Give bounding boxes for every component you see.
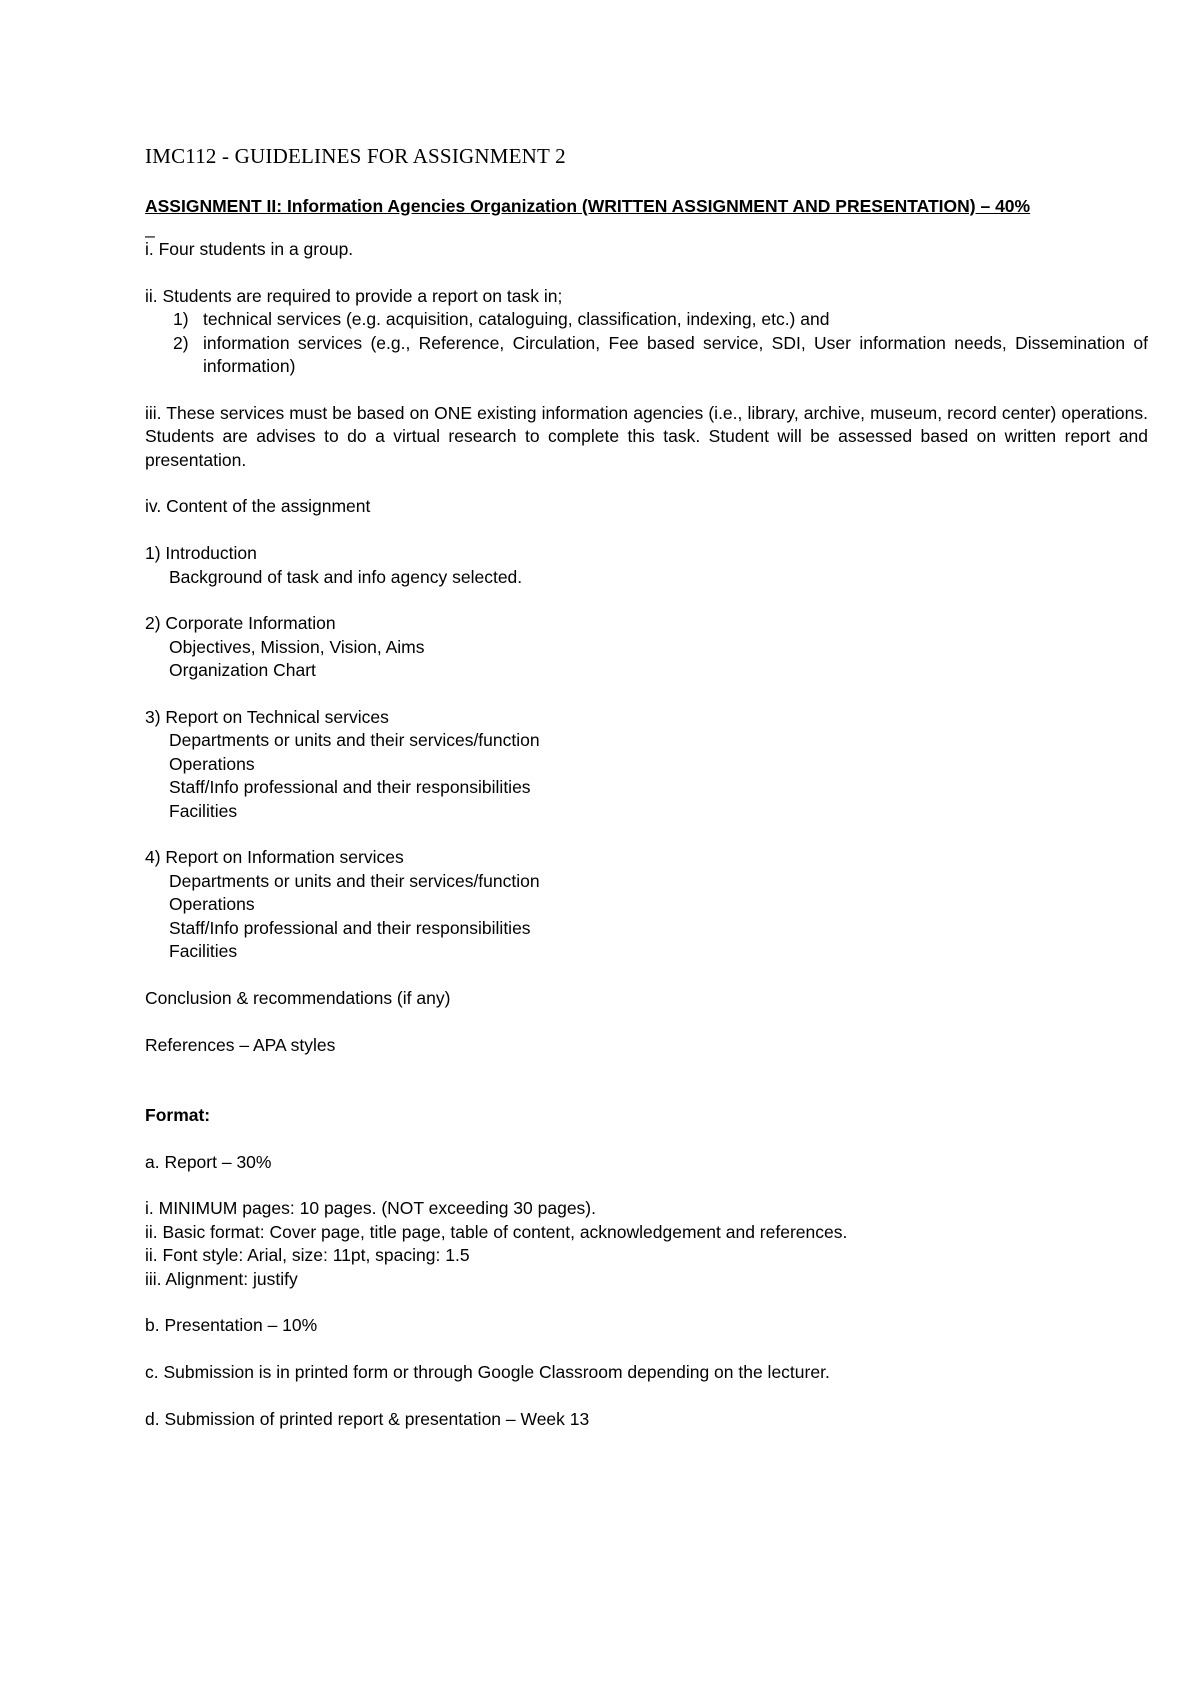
- task-item: [173, 332, 1148, 379]
- submission-c-line: c. Submission is in printed form or through Google Classroom depending on the lecturer.: [145, 1362, 830, 1383]
- section-item: Operations: [169, 753, 255, 774]
- presentation-line: b. Presentation – 10%: [145, 1315, 318, 1336]
- report-line: a. Report – 30%: [145, 1151, 272, 1172]
- point-iv: iv. Content of the assignment: [145, 496, 371, 517]
- section-title: 3) Report on Technical services: [145, 707, 389, 728]
- section-item: Facilities: [169, 941, 238, 962]
- task-item-text: information services (e.g., Reference, Circulation, Fee based service, SDI, User information needs, Dissemination of information): [203, 332, 1148, 377]
- section-item: Facilities: [169, 800, 238, 821]
- section-item: Operations: [169, 894, 255, 915]
- format-heading: Format:: [145, 1104, 211, 1125]
- references-line: References – APA styles: [145, 1034, 336, 1055]
- format-item: i. MINIMUM pages: 10 pages. (NOT exceeding 30 pages).: [145, 1198, 597, 1219]
- format-item: ii. Font style: Arial, size: 11pt, spacing: 1.5: [145, 1245, 470, 1266]
- submission-d-line: d. Submission of printed report & presentation – Week 13: [145, 1409, 590, 1430]
- section-title: 4) Report on Information services: [145, 847, 404, 868]
- content-section-introduction: [145, 542, 1148, 589]
- section-item: Departments or units and their services/function: [169, 870, 540, 891]
- section-item: Background of task and info agency selected.: [169, 566, 523, 587]
- content-section-corporate: [145, 612, 1148, 682]
- section-title: 2) Corporate Information: [145, 613, 336, 634]
- underscore-mark: _: [145, 218, 155, 238]
- point-i: i. Four students in a group.: [145, 239, 354, 259]
- task-item-number: 1): [173, 309, 189, 330]
- section-item: Staff/Info professional and their responsibilities: [169, 777, 531, 798]
- content-section-information: [145, 846, 1148, 963]
- section-title: 1) Introduction: [145, 543, 257, 564]
- task-item-text: technical services (e.g. acquisition, cataloguing, classification, indexing, etc.) and: [203, 309, 830, 330]
- assignment-heading: ASSIGNMENT II: Information Agencies Organization (WRITTEN ASSIGNMENT AND PRESENTATION) – 40%: [145, 196, 1031, 216]
- format-item: iii. Alignment: justify: [145, 1268, 298, 1289]
- section-item: Departments or units and their services/function: [169, 730, 540, 751]
- conclusion-line: Conclusion & recommendations (if any): [145, 987, 451, 1008]
- point-ii: ii. Students are required to provide a report on task in;: [145, 285, 563, 306]
- task-item-number: 2): [173, 332, 189, 353]
- document-page: [145, 144, 1148, 1431]
- section-item: Staff/Info professional and their responsibilities: [169, 917, 531, 938]
- task-item: [173, 308, 1148, 331]
- point-iii: iii. These services must be based on ONE existing information agencies (i.e., library, archive, museum, record center) operations. Students are advises to do a virtual research to complete this task. Student will be assessed based on written report and presentation.: [145, 402, 1148, 470]
- section-item: Organization Chart: [169, 660, 316, 681]
- content-section-technical: [145, 706, 1148, 823]
- document-title: IMC112 - GUIDELINES FOR ASSIGNMENT 2: [145, 144, 566, 168]
- section-item: Objectives, Mission, Vision, Aims: [169, 636, 425, 657]
- format-item: ii. Basic format: Cover page, title page, table of content, acknowledgement and references.: [145, 1221, 848, 1242]
